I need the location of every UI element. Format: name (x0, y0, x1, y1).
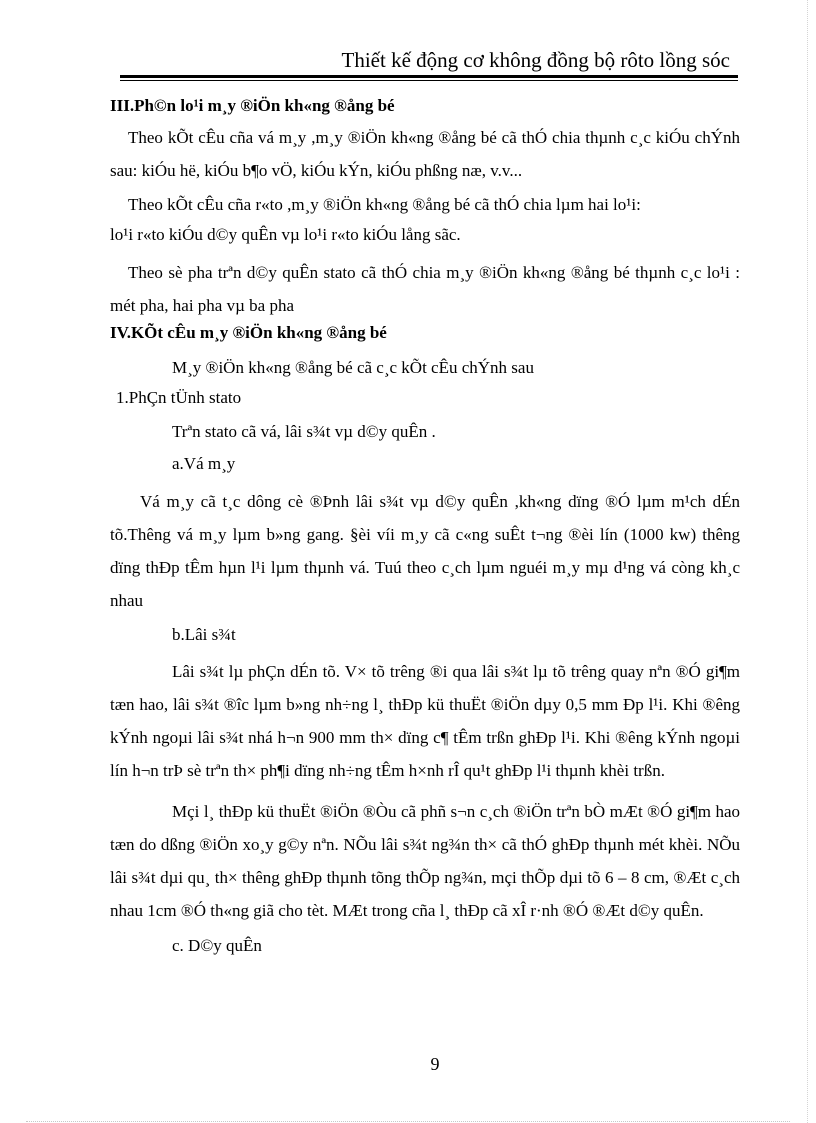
subsection-iron-core: b.Lâi s¾t (172, 625, 236, 644)
paragraph-iron-core: Lâi s¾t lµ phÇn dÉn tõ. V× tõ trêng ®i qua lâi s¾t lµ tõ trêng quay nªn ®Ó gi¶m tæn hao, lâi s¾t ®îc lµm b»ng nh÷ng l¸ thÐp kü thuËt ®iÖn dµy 0,5 mm Ðp l¹i. Khi ®êng kÝnh ngoµi lâi s¾t nhá h¬n 900 mm th× dïng c¶ tÊm trßn ghÐp l¹i. Khi ®êng kÝnh ngoµi lín h¬n trÞ sè trªn th× ph¶i dïng nh÷ng tÊm h×nh rÎ qu¹t ghÐp l¹i thµnh khèi trßn. (110, 662, 740, 780)
paragraph-housing: Vá m¸y cã t¸c dông cè ®Þnh lâi s¾t vµ d©y quÊn ,kh«ng dïng ®Ó lµm m¹ch dÉn tõ.Thêng vá m¸y lµm b»ng gang. §èi víi m¸y cã c«ng suÊt t¬ng ®èi lín (1000 kw) thêng dïng thÐp tÊm hµn l¹i lµm thµnh vá. Tuú theo c¸ch lµm nguéi m¸y mµ d¹ng vá còng kh¸c nhau (110, 492, 740, 610)
running-header-title: Thiết kế động cơ không đồng bộ rôto lồng sóc (341, 48, 730, 72)
section-heading-iii: III.Ph©n lo¹i m¸y ®iÖn kh«ng ®ång bé (110, 96, 395, 115)
paragraph-classification-by-housing: Theo kÕt cÊu cña vá m¸y ,m¸y ®iÖn kh«ng ®ång bé cã thÓ chia thµnh c¸c kiÓu chÝnh sau: kiÓu hë, kiÓu b¶o vÖ, kiÓu kÝn, kiÓu phßng næ, v.v... (110, 128, 740, 180)
paragraph-stator-parts: Trªn stato cã vá, lâi s¾t vµ d©y quÊn . (172, 422, 436, 441)
paragraph-classification-by-phase: Theo sè pha trªn d©y quÊn stato cã thÓ chia m¸y ®iÖn kh«ng ®ång bé thµnh c¸c lo¹i : mét pha, hai pha vµ ba pha (110, 263, 740, 315)
page-right-border (807, 0, 808, 1123)
page-number: 9 (430, 1054, 440, 1074)
page-bottom-border (26, 1121, 790, 1122)
paragraph-steel-sheets: Mçi l¸ thÐp kü thuËt ®iÖn ®Òu cã phñ s¬n c¸ch ®iÖn trªn bÒ mÆt ®Ó gi¶m hao tæn do dßng ®iÖn xo¸y g©y nªn. NÕu lâi s¾t ng¾n th× cã thÓ ghÐp thµnh mét khèi. NÕu lâi s¾t dµi qu¸ th× thêng ghÐp thµnh tõng thÕp ng¾n, mçi thÕp dµi tõ 6 – 8 cm, ®Æt c¸ch nhau 1cm ®Ó th«ng giã cho tèt. MÆt trong cña l¸ thÐp cã xÎ r·nh ®Ó ®Æt d©y quÊn. (110, 802, 740, 920)
subsection-housing: a.Vá m¸y (172, 454, 236, 473)
paragraph-main-structure: M¸y ®iÖn kh«ng ®ång bé cã c¸c kÕt cÊu chÝnh sau (172, 358, 534, 377)
paragraph-rotor-types: lo¹i r«to kiÓu d©y quÊn vµ lo¹i r«to kiÓu lång sãc. (110, 225, 461, 244)
header-rule-thin (120, 80, 738, 81)
document-body (110, 92, 740, 961)
section-heading-iv: IV.KÕt cÊu m¸y ®iÖn kh«ng ®ång bé (110, 323, 387, 342)
header-rule-thick (120, 75, 738, 78)
paragraph-classification-by-rotor: Theo kÕt cÊu cña r«to ,m¸y ®iÖn kh«ng ®ång bé cã thÓ chia lµm hai lo¹i: (128, 195, 641, 214)
subsection-winding: c. D©y quÊn (172, 936, 262, 955)
subsection-stator: 1.PhÇn tÜnh stato (116, 388, 242, 407)
